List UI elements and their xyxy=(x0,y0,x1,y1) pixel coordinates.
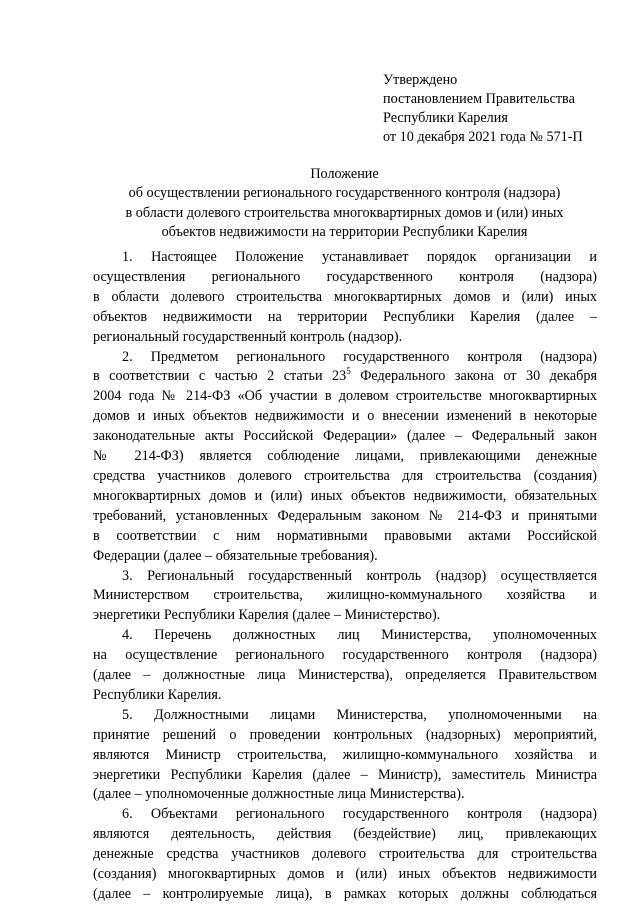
text-line: Министерством строительства, жилищно-коммунального хозяйства и xyxy=(93,587,597,604)
text-line: законодательные акты Российской Федерации» (далее – Федеральный закон xyxy=(93,428,597,445)
text-line: № 214-ФЗ) является соблюдение лицами, привлекающими денежные xyxy=(93,448,597,465)
text-line: 2. Предметом регионального государственного контроля (надзора) xyxy=(122,348,597,365)
text-line: средства участников долевого строительства для строительства (создания) xyxy=(93,467,597,484)
text-line: (далее – контролируемые лица), в рамках которых должны соблюдаться xyxy=(93,886,597,902)
approval-line: постановлением Правительства xyxy=(383,91,575,107)
text-line: 4. Перечень должностных лиц Министерства, уполномоченных xyxy=(122,627,597,644)
text-line: 1. Настоящее Положение устанавливает порядок организации и xyxy=(122,249,597,265)
text-line: многоквартирных домов и (или) иных объектов недвижимости, обязательных xyxy=(93,487,597,504)
paragraph-3 xyxy=(93,567,597,627)
paragraph-4 xyxy=(93,626,597,706)
text-line: 3. Региональный государственный контроль (надзор) осуществляется xyxy=(122,567,597,584)
paragraph-5 xyxy=(93,706,597,806)
text-line: энергетики Республики Карелия (далее – Министерство). xyxy=(93,607,441,624)
approval-block xyxy=(383,71,623,147)
text-line: региональный государственный контроль (надзор). xyxy=(93,328,403,345)
approval-line: Утверждено xyxy=(383,72,458,88)
document-subtitle-line: об осуществлении регионального государственного контроля (надзора) xyxy=(128,185,561,202)
document-subtitle-line: объектов недвижимости на территории Республики Карелия xyxy=(161,224,528,241)
text-fragment: в соответствии с частью 2 статьи 23 xyxy=(93,368,347,385)
text-line: (далее – уполномоченные должностные лица Министерства). xyxy=(93,786,465,803)
text-line: в области долевого строительства многоквартирных домов и (или) иных xyxy=(93,288,597,305)
text-line: Федерации (далее – обязательные требования). xyxy=(93,547,378,564)
text-line: объектов недвижимости на территории Республики Карелия (далее – xyxy=(93,308,597,325)
text-fragment: Федерального закона от 30 декабря xyxy=(350,368,597,385)
text-line: в соответствии с ним нормативными правовыми актами Российской xyxy=(93,527,597,544)
text-line: являются деятельность, действия (бездействие) лиц, привлекающих xyxy=(93,826,597,843)
text-line: являются Министр строительства, жилищно-коммунального хозяйства и xyxy=(93,746,597,763)
text-line: на осуществление регионального государственного контроля (надзора) xyxy=(93,647,597,664)
text-line: 5. Должностными лицами Министерства, уполномоченными на xyxy=(122,706,597,723)
text-line: (создания) многоквартирных домов и (или) иных объектов недвижимости xyxy=(93,866,597,883)
text-line: требований, установленных Федеральным законом № 214-ФЗ и принятыми xyxy=(93,507,597,524)
text-line: Республики Карелия. xyxy=(93,686,222,703)
text-line xyxy=(93,367,597,387)
document-subtitle-line: в области долевого строительства многоквартирных домов и (или) иных xyxy=(125,204,564,221)
text-line: 2004 года № 214-ФЗ «Об участии в долевом строительстве многоквартирных xyxy=(93,388,597,405)
text-line: энергетики Республики Карелия (далее – Министр), заместитель Министра xyxy=(93,766,597,783)
superscript: 5 xyxy=(346,366,351,377)
document-title: Положение xyxy=(310,166,379,182)
approval-line: от 10 декабря 2021 года № 571-П xyxy=(383,129,583,145)
paragraph-1 xyxy=(93,248,597,348)
paragraph-2 xyxy=(93,348,597,567)
paragraph-6 xyxy=(93,805,597,905)
text-line: осуществления регионального государственного контроля (надзора) xyxy=(93,268,597,285)
text-line: принятие решений о проведении контрольных (надзорных) мероприятий, xyxy=(93,726,597,743)
text-line: денежные средства участников долевого строительства для строительства xyxy=(93,846,597,863)
approval-line: Республики Карелия xyxy=(383,110,508,126)
text-line: (далее – должностные лица Министерства), определяется Правительством xyxy=(93,667,597,684)
text-line: 6. Объектами регионального государственного контроля (надзора) xyxy=(122,806,597,823)
document-body xyxy=(93,248,597,905)
document-heading xyxy=(92,165,597,243)
text-line: домов и иных объектов недвижимости и о внесении изменений в некоторые xyxy=(93,408,597,425)
